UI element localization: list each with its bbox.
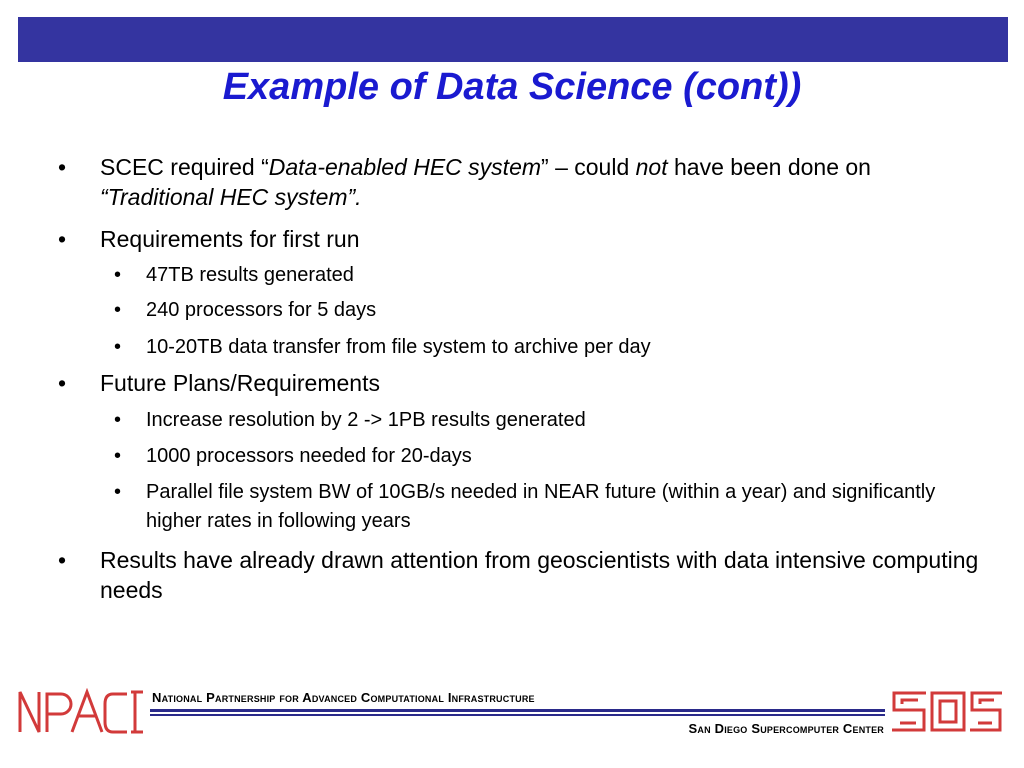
footer-org-name: National Partnership for Advanced Computational Infrastructure: [152, 690, 535, 705]
sub-bullet-2-2: • 240 processors for 5 days: [114, 299, 377, 321]
footer-center-name: San Diego Supercomputer Center: [688, 721, 884, 736]
bullet-2-text: Requirements for first run: [100, 226, 360, 252]
sub-bullet-text: Parallel file system BW of 10GB/s needed in NEAR future (within a year) and significantly higher rates in following years: [146, 481, 936, 532]
sub-bullet-3-3: • Parallel file system BW of 10GB/s needed in NEAR future (within a year) and significantly higher rates in following years: [114, 481, 936, 532]
bullet-1-text-a: SCEC required “: [100, 154, 269, 180]
bullet-1-text-d: not: [635, 154, 668, 180]
bullet-4-text: Results have already drawn attention from geoscientists with data intensive computing needs: [100, 547, 979, 603]
bullet-4: • Results have already drawn attention from geoscientists with data intensive computing needs: [58, 547, 979, 603]
bullet-2: • Requirements for first run: [58, 226, 360, 252]
sub-bullet-2-3: • 10-20TB data transfer from file system to archive per day: [114, 336, 651, 358]
bullet-3: • Future Plans/Requirements: [58, 370, 380, 396]
bullet-1-text-e: have been done on: [667, 154, 871, 180]
sub-bullet-text: 240 processors for 5 days: [146, 299, 377, 321]
bullet-3-text: Future Plans/Requirements: [100, 370, 380, 396]
sdsc-logo: [890, 690, 1008, 734]
sub-bullet-text: 1000 processors needed for 20-days: [146, 445, 472, 467]
bullet-1-text-f: “Traditional HEC system”.: [100, 184, 362, 210]
slide-title: Example of Data Science (cont)): [222, 66, 802, 108]
sub-bullet-text: 10-20TB data transfer from file system to archive per day: [146, 336, 651, 358]
footer-rule-thin: [150, 714, 885, 716]
sub-bullet-text: Increase resolution by 2 -> 1PB results generated: [146, 409, 586, 431]
bullet-1-text-b: Data-enabled HEC system: [268, 154, 542, 180]
sub-bullet-3-2: • 1000 processors needed for 20-days: [114, 445, 472, 467]
header-bar: [18, 17, 1008, 62]
sub-bullet-3-1: • Increase resolution by 2 -> 1PB results generated: [114, 409, 586, 431]
sub-bullet-2-1: • 47TB results generated: [114, 264, 354, 286]
bullet-1-text-c: ” – could: [541, 154, 636, 180]
sub-bullet-text: 47TB results generated: [146, 264, 354, 286]
bullet-1: • SCEC required “Data-enabled HEC system” – could not have been done on “Traditional HEC system”.: [58, 154, 871, 210]
npaci-logo: [17, 688, 147, 736]
footer-rule-thick: [150, 709, 885, 712]
